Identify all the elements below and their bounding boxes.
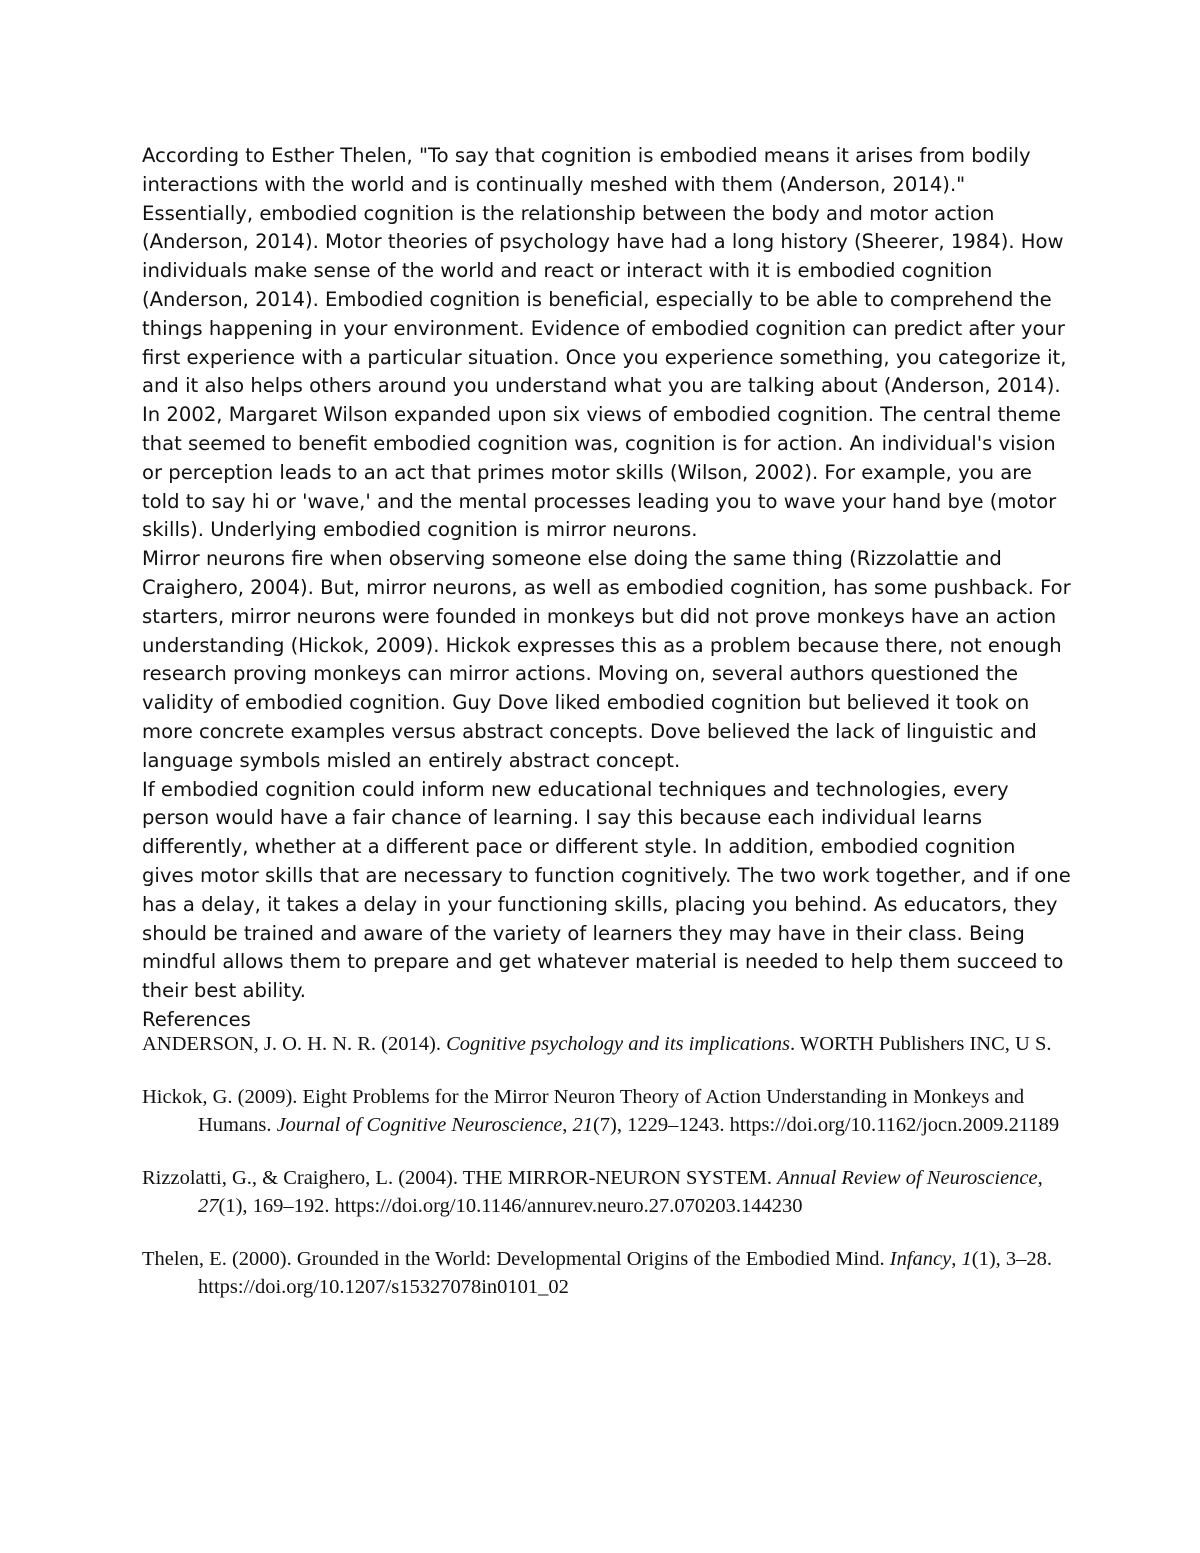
ref-title: Cognitive psychology and its implications [446,1033,790,1055]
ref-volume: 27 [198,1195,219,1217]
reference-list [142,1030,1072,1326]
ref-text: Hickok, G. (2009). Eight Problems for the Mirror Neuron Theory of Action Understanding in Monkeys and Humans. [142,1085,1025,1136]
ref-text: , [951,1247,962,1270]
paragraph-2: Mirror neurons fire when observing someone else doing the same thing (Rizzolattie and Craighero, 2004). But, mirror neurons, as well as embodied cognition, has some pushback. For starters, mirror neurons were founded in monkeys but did not prove monkeys have an action understanding (Hickok, 2009). Hickok expresses this as a problem because there, not enough research proving monkeys can mirror actions. Moving on, several authors questioned the validity of embodied cognition. Guy Dove liked embodied cognition but believed it took on more concrete examples versus abstract concepts. Dove believed the lack of linguistic and language symbols misled an entirely abstract concept. [142,547,1071,772]
references-heading: References [142,1007,251,1031]
ref-text: Rizzolatti, G., & Craighero, L. (2004). THE MIRROR-NEURON SYSTEM. [142,1166,778,1189]
ref-text: , [1037,1166,1043,1189]
ref-volume: 1 [961,1247,972,1270]
ref-journal: Annual Review of Neuroscience [777,1166,1038,1189]
ref-text: (1), 3–28. https://doi.org/10.1207/s15327078in0101_02 [198,1247,1053,1298]
essay-body [142,142,1072,1035]
reference-entry-anderson [142,1030,1072,1059]
reference-entry-rizzolatti [142,1164,1072,1221]
ref-journal: Infancy [889,1247,952,1270]
reference-entry-hickok [142,1083,1072,1140]
paragraph-3: If embodied cognition could inform new educational techniques and technologies, every person would have a fair chance of learning. I say this because each individual learns differently, whether at a different pace or different style. In addition, embodied cognition gives motor skills that are necessary to function cognitively. The two work together, and if one has a delay, it takes a delay in your functioning skills, placing you behind. As educators, they should be trained and aware of the variety of learners they may have in their class. Being mindful allows them to prepare and get whatever material is needed to help them succeed to their best ability. [142,777,1071,1003]
ref-journal: Journal of Cognitive Neuroscience [276,1114,563,1136]
ref-text: . WORTH Publishers INC, U S. [790,1033,1052,1055]
ref-text: (7), 1229–1243. https://doi.org/10.1162/jocn.2009.21189 [592,1114,1060,1136]
ref-volume: 21 [572,1114,593,1136]
ref-text: (1), 169–192. https://doi.org/10.1146/annurev.neuro.27.070203.144230 [218,1195,803,1217]
ref-text: Thelen, E. (2000). Grounded in the World: Developmental Origins of the Embodied Mind. [142,1247,890,1270]
ref-text: ANDERSON, J. O. H. N. R. (2014). [142,1033,447,1055]
ref-text: , [562,1114,573,1136]
reference-entry-thelen [142,1245,1072,1302]
paragraph-1: According to Esther Thelen, "To say that cognition is embodied means it arises from bodily interactions with the world and is continually meshed with them (Anderson, 2014)." Essentially, embodied cognition is the relationship between the body and motor action (Anderson, 2014). Motor theories of psychology have had a long history (Sheerer, 1984). How individuals make sense of the world and react or interact with it is embodied cognition (Anderson, 2014). Embodied cognition is beneficial, especially to be able to comprehend the things happening in your environment. Evidence of embodied cognition can predict after your first experience with a particular situation. Once you experience something, you categorize it, and it also helps others around you understand what you are talking about (Anderson, 2014). In 2002, Margaret Wilson expanded upon six views of embodied cognition. The central theme that seemed to benefit embodied cognition was, cognition is for action. An individual's vision or perception leads to an act that primes motor skills (Wilson, 2002). For example, you are told to say hi or 'wave,' and the mental processes leading you to wave your hand bye (motor skills). Underlying embodied cognition is mirror neurons. [142,144,1067,542]
